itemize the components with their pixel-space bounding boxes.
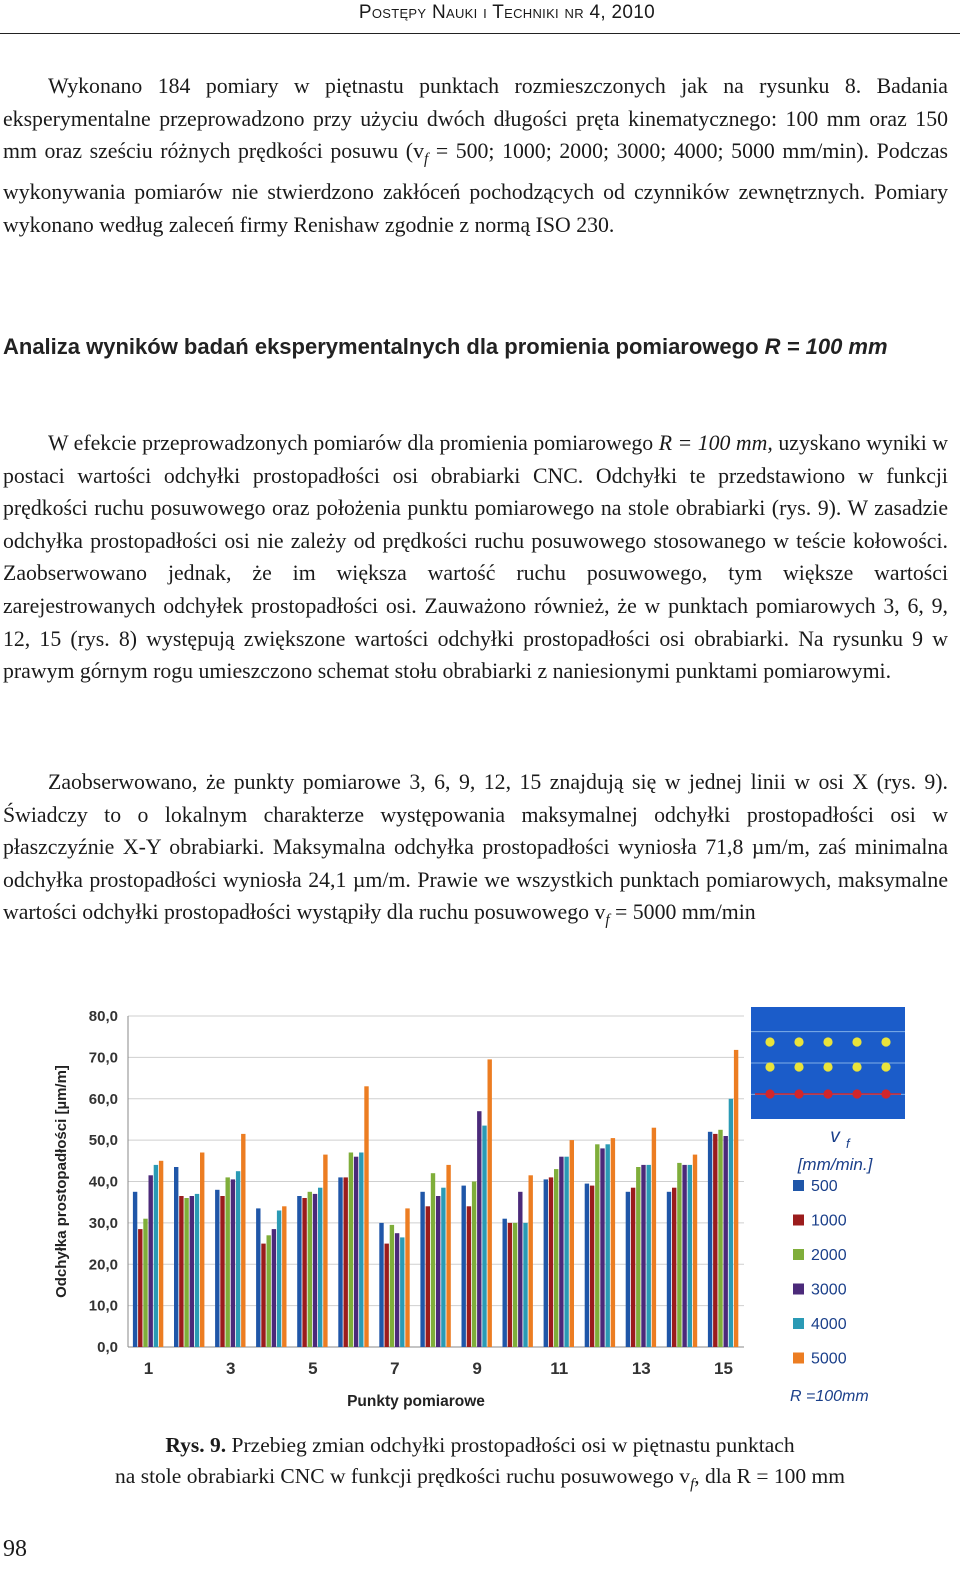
bar — [323, 1155, 327, 1347]
legend-label: 5000 — [811, 1350, 847, 1368]
bar — [149, 1175, 153, 1347]
bar — [431, 1173, 435, 1347]
y-tick-label: 20,0 — [88, 1256, 118, 1274]
bar — [318, 1188, 322, 1347]
measurement-point — [823, 1037, 832, 1046]
bar — [585, 1184, 589, 1347]
x-tick-label: 5 — [308, 1359, 318, 1378]
bar — [467, 1206, 471, 1347]
paragraph-text: = 500; 1000; 2000; 3000; 4000; 5000 mm/min). Podczas wykonywania pomiarów nie stwierdzono zakłóceń pochodzących od czynników zewnętrznych. Pomiary wykonano według zaleceń firmy Renishaw zgodnie z normą ISO 230. — [3, 139, 948, 237]
bar — [734, 1050, 738, 1347]
figure-caption — [0, 1430, 960, 1500]
bar — [277, 1211, 281, 1348]
bar — [436, 1196, 440, 1347]
bar — [713, 1134, 717, 1347]
y-tick-label: 10,0 — [88, 1297, 118, 1315]
bar — [693, 1155, 697, 1347]
bar — [636, 1167, 640, 1347]
measurement-point — [881, 1062, 890, 1071]
bar — [215, 1190, 219, 1347]
caption-label: Rys. 9. — [165, 1433, 227, 1457]
paragraph-results — [3, 427, 948, 688]
bar — [267, 1235, 271, 1347]
legend-title: v — [830, 1126, 840, 1147]
subscript: f — [690, 1476, 695, 1493]
bar — [426, 1206, 430, 1347]
y-tick-label: 60,0 — [88, 1090, 118, 1108]
legend-swatch — [793, 1353, 804, 1364]
bar — [641, 1165, 645, 1347]
bar — [523, 1223, 527, 1347]
measurement-point — [852, 1037, 861, 1046]
x-tick-label: 15 — [714, 1359, 733, 1378]
bar — [513, 1223, 517, 1347]
bar — [395, 1233, 399, 1347]
legend-swatch — [793, 1284, 804, 1295]
bar — [159, 1161, 163, 1347]
bar — [154, 1165, 158, 1347]
measurement-point — [823, 1089, 832, 1098]
bar — [549, 1177, 553, 1347]
bar — [179, 1196, 183, 1347]
bar — [708, 1132, 712, 1347]
bar — [420, 1192, 424, 1347]
bar — [349, 1153, 353, 1348]
y-axis-title: Odchyłka prostopadłości [µm/m] — [53, 1065, 70, 1298]
y-tick-label: 30,0 — [88, 1214, 118, 1232]
bar — [359, 1153, 363, 1348]
y-tick-label: 80,0 — [88, 1008, 118, 1025]
bar — [400, 1237, 404, 1347]
section-heading — [3, 330, 948, 363]
bar — [354, 1157, 358, 1347]
bar — [503, 1219, 507, 1347]
y-tick-label: 0,0 — [97, 1339, 118, 1356]
bar — [529, 1175, 533, 1347]
bar — [379, 1223, 383, 1347]
bar — [688, 1165, 692, 1347]
bar — [344, 1177, 348, 1347]
caption-text: Przebieg zmian odchyłki prostopadłości osi w piętnastu punktach — [226, 1433, 795, 1457]
bar — [600, 1148, 604, 1347]
bar — [724, 1136, 728, 1347]
bar — [626, 1192, 630, 1347]
bar — [308, 1192, 312, 1347]
y-tick-label: 50,0 — [88, 1132, 118, 1150]
measurement-point — [794, 1062, 803, 1071]
bar — [200, 1153, 204, 1348]
bar — [272, 1229, 276, 1347]
bar — [482, 1126, 486, 1347]
bar — [677, 1163, 681, 1347]
bar — [590, 1186, 594, 1347]
x-tick-label: 3 — [225, 1359, 236, 1378]
bar — [385, 1244, 389, 1347]
paragraph-text: = 5000 mm/min — [609, 900, 756, 925]
measurement-point — [794, 1037, 803, 1046]
bar — [184, 1198, 188, 1347]
bar — [606, 1144, 610, 1347]
x-tick-label: 9 — [472, 1359, 482, 1378]
legend-swatch — [793, 1249, 804, 1260]
paragraph-text: Zaobserwowano, że punkty pomiarowe 3, 6, 9, 12, 15 znajdują się w jednej linii w osi X (rys. 9). Świadczy to o lokalnym charakterze występowania maksymalnej odchyłki prostopadłości osi w płaszczyźnie X-Y obrabiarki. Maksymalna odchyłka prostopadłości wyniosła 71,8 µm/m, zaś minimalna odchyłka prostopadłości wyniosła 24,1 µm/m. Prawie we wszystkich punktach pomiarowych, maksymalne wartości odchyłki prostopadłości wystąpiły dla ruchu posuwowego v — [3, 770, 948, 925]
measurement-point — [881, 1037, 890, 1046]
bar-chart — [48, 1006, 913, 1426]
x-tick-label: 1 — [143, 1359, 154, 1378]
bar — [544, 1179, 548, 1347]
bar — [488, 1059, 492, 1347]
bar — [226, 1177, 230, 1347]
bar — [282, 1206, 286, 1347]
legend-label: 3000 — [811, 1281, 847, 1299]
measurement-point — [794, 1089, 803, 1098]
heading-radius: R = 100 mm — [764, 334, 888, 359]
bar — [174, 1167, 178, 1347]
legend-unit: [mm/min.] — [797, 1155, 873, 1174]
paragraph-measurements — [3, 70, 948, 241]
bar — [559, 1157, 563, 1347]
bar — [138, 1229, 142, 1347]
bar — [405, 1208, 409, 1347]
legend-swatch — [793, 1318, 804, 1329]
bar — [477, 1111, 481, 1347]
paragraph-observations — [3, 766, 948, 937]
bar — [570, 1140, 574, 1347]
bar — [554, 1169, 558, 1347]
bar — [672, 1188, 676, 1347]
legend-label: 4000 — [811, 1316, 847, 1333]
heading-text: Analiza wyników badań eksperymentalnych dla promienia pomiarowego — [3, 334, 765, 359]
bar — [441, 1188, 445, 1347]
subscript: f — [605, 911, 610, 929]
bar — [338, 1177, 342, 1347]
bar — [518, 1192, 522, 1347]
running-header — [0, 0, 960, 34]
bar — [241, 1134, 245, 1347]
bar — [667, 1192, 671, 1347]
bar — [508, 1223, 512, 1347]
x-tick-label: 13 — [631, 1359, 651, 1378]
paragraph-text: W efekcie przeprowadzonych pomiarów dla promienia pomiarowego — [48, 431, 659, 455]
measurement-point — [881, 1089, 890, 1098]
measurement-point — [823, 1062, 832, 1071]
x-axis-title: Punkty pomiarowe — [347, 1393, 485, 1410]
caption-text: na stole obrabiarki CNC w funkcji prędkości ruchu posuwowego v — [115, 1464, 691, 1488]
bar — [297, 1196, 301, 1347]
bar — [564, 1157, 568, 1347]
bar — [313, 1194, 317, 1347]
bar — [220, 1196, 224, 1347]
measurement-point — [765, 1037, 774, 1046]
bar — [729, 1099, 733, 1347]
bar — [682, 1165, 686, 1347]
bar — [133, 1192, 137, 1347]
journal-title: Postępy Nauki i Techniki nr 4, 2010 — [358, 2, 655, 23]
bar — [472, 1182, 476, 1348]
bar — [631, 1188, 635, 1347]
bar — [190, 1196, 194, 1347]
bar — [462, 1186, 466, 1347]
y-tick-label: 70,0 — [88, 1049, 118, 1067]
measurement-point — [765, 1062, 774, 1071]
legend-swatch — [793, 1215, 804, 1226]
bar — [595, 1144, 599, 1347]
legend-note: R =100mm — [790, 1388, 869, 1405]
bar — [718, 1130, 722, 1347]
bar — [652, 1128, 656, 1347]
bar — [647, 1165, 651, 1347]
legend-label: 1000 — [811, 1212, 847, 1230]
bar — [231, 1179, 235, 1347]
bar — [143, 1219, 147, 1347]
paragraph-text: uzyskano wyniki w postaci wartości odchyłki prostopadłości osi obrabiarki CNC. Odchyłki te przedstawiono w funkcji prędkości ruchu posuwowego oraz położenia punktu pomiarowego na stole obrabiarki (rys. 9). W zasadzie odchyłka prostopadłości osi nie zależy od prędkości ruchu posuwowego stosowanego w teście kołowości. Zaobserwowano jednak, że im większa wartość ruchu posuwowego, tym większe wartości zarejestrowanych odchyłek prostopadłości osi. Zauważono również, że w punktach pomiarowych 3, 6, 9, 12, 15 (rys. 8) występują zwiększone wartości odchyłki prostopadłości osi obrabiarki. Na rysunku 9 w prawym górnym rogu umieszczono schemat stołu obrabiarki z naniesionymi punktami pomiarowymi. — [3, 431, 948, 684]
bar — [611, 1138, 615, 1347]
page-number: 98 — [3, 1536, 27, 1562]
x-tick-label: 11 — [550, 1359, 569, 1378]
measurement-point — [852, 1062, 861, 1071]
bar — [261, 1244, 265, 1347]
legend-title-subscript: f — [846, 1136, 850, 1151]
paragraph-text: Wykonano 184 pomiary w piętnastu punktach rozmieszczonych jak na rysunku 8. Badania eksperymentalne przeprowadzono przy użyciu dwóch długości pręta kinematycznego: 100 mm oraz 150 mm oraz sześciu różnych prędkości posuwu (v — [3, 74, 948, 164]
x-tick-label: 7 — [390, 1359, 400, 1378]
bar — [256, 1208, 260, 1347]
legend-label: 500 — [811, 1178, 838, 1195]
bar — [195, 1194, 199, 1347]
bar — [446, 1165, 450, 1347]
bar — [236, 1171, 240, 1347]
measurement-point — [852, 1089, 861, 1098]
bar — [390, 1225, 394, 1347]
bar — [364, 1086, 368, 1347]
bar — [302, 1198, 306, 1347]
legend-label: 2000 — [811, 1247, 847, 1264]
subscript: f — [423, 150, 429, 168]
radius-value: R = 100 mm, — [658, 431, 773, 455]
measurement-point — [765, 1089, 774, 1098]
caption-text: , dla R = 100 mm — [694, 1464, 845, 1488]
y-tick-label: 40,0 — [88, 1173, 118, 1191]
legend-swatch — [793, 1180, 804, 1191]
